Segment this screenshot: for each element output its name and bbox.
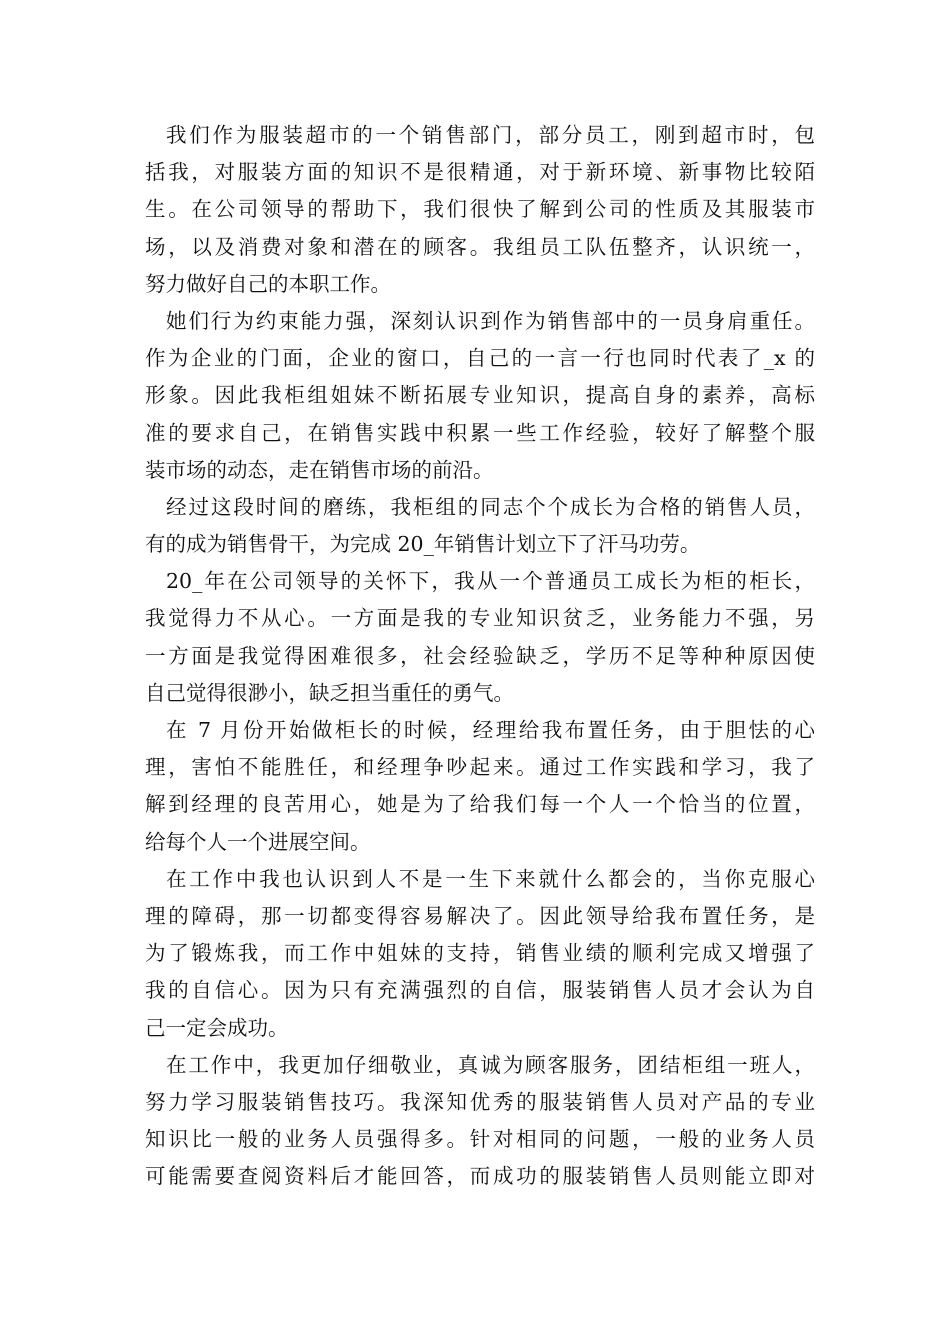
paragraph-3-line-2: 有的成为销售骨干，为完成 20_年销售计划立下了汗马功劳。	[145, 532, 701, 557]
paragraph-7-line-1: 在工作中，我更加仔细敬业，真诚为顾客服务，团结柜组一班人，	[166, 1052, 815, 1077]
paragraph-4-line-4: 自己觉得很渺小，缺乏担当重任的勇气。	[145, 680, 514, 705]
paragraph-1-line-2: 括我，对服装方面的知识不是很精通，对于新环境、新事物比较陌	[145, 160, 815, 185]
paragraph-7-line-2: 努力学习服装销售技巧。我深知优秀的服装销售人员对产品的专业	[145, 1089, 815, 1114]
paragraph-6-line-1: 在工作中我也认识到人不是一生下来就什么都会的，当你克服心	[166, 866, 815, 891]
paragraph-7-line-3: 知识比一般的业务人员强得多。针对相同的问题，一般的业务人员	[145, 1127, 815, 1152]
paragraph-4-line-1: 20_年在公司领导的关怀下，我从一个普通员工成长为柜的柜长，	[166, 569, 815, 594]
paragraph-7-line-4: 可能需要查阅资料后才能回答，而成功的服装销售人员则能立即对	[145, 1164, 815, 1189]
paragraph-5-line-4: 给每个人一个进展空间。	[145, 829, 371, 854]
paragraph-6-line-3: 为了锻炼我，而工作中姐妹的支持，销售业绩的顺利完成又增强了	[145, 941, 815, 966]
paragraph-6-line-2: 理的障碍，那一切都变得容易解决了。因此领导给我布置任务，是	[145, 903, 815, 928]
body-text	[145, 117, 815, 1195]
paragraph-4-line-2: 我觉得力不从心。一方面是我的专业知识贫乏，业务能力不强，另	[145, 606, 815, 631]
paragraph-2-line-3: 形象。因此我柜组姐妹不断拓展专业知识，提高自身的素养，高标	[145, 383, 815, 408]
paragraph-2-line-2: 作为企业的门面，企业的窗口，自己的一言一行也同时代表了_x 的	[145, 346, 815, 371]
paragraph-4-line-3: 一方面是我觉得困难很多，社会经验缺乏，学历不足等种种原因使	[145, 643, 815, 668]
paragraph-1-line-1: 我们作为服装超市的一个销售部门，部分员工，刚到超市时，包	[166, 123, 815, 147]
paragraph-2-line-4: 准的要求自己，在销售实践中积累一些工作经验，较好了解整个服	[145, 420, 815, 445]
paragraph-6-line-4: 我的自信心。因为只有充满强烈的自信，服装销售人员才会认为自	[145, 978, 815, 1003]
paragraph-5-line-3: 解到经理的良苦用心，她是为了给我们每一个人一个恰当的位置，	[145, 792, 815, 817]
paragraph-2-line-1: 她们行为约束能力强，深刻认识到作为销售部中的一员身肩重任。	[166, 308, 815, 333]
paragraph-1-line-3: 生。在公司领导的帮助下，我们很快了解到公司的性质及其服装市	[145, 197, 815, 222]
paragraph-6-line-5: 己一定会成功。	[145, 1015, 289, 1040]
paragraph-5-line-1: 在 7 月份开始做柜长的时候，经理给我布置任务，由于胆怯的心	[166, 718, 815, 742]
paragraph-1-line-5: 努力做好自己的本职工作。	[145, 271, 391, 296]
paragraph-5-line-2: 理，害怕不能胜任，和经理争吵起来。通过工作实践和学习，我了	[145, 755, 815, 780]
paragraph-3-line-1: 经过这段时间的磨练，我柜组的同志个个成长为合格的销售人员，	[166, 494, 815, 519]
paragraph-1-line-4: 场，以及消费对象和潜在的顾客。我组员工队伍整齐，认识统一，	[145, 234, 815, 259]
paragraph-2-line-5: 装市场的动态，走在销售市场的前沿。	[145, 457, 494, 482]
